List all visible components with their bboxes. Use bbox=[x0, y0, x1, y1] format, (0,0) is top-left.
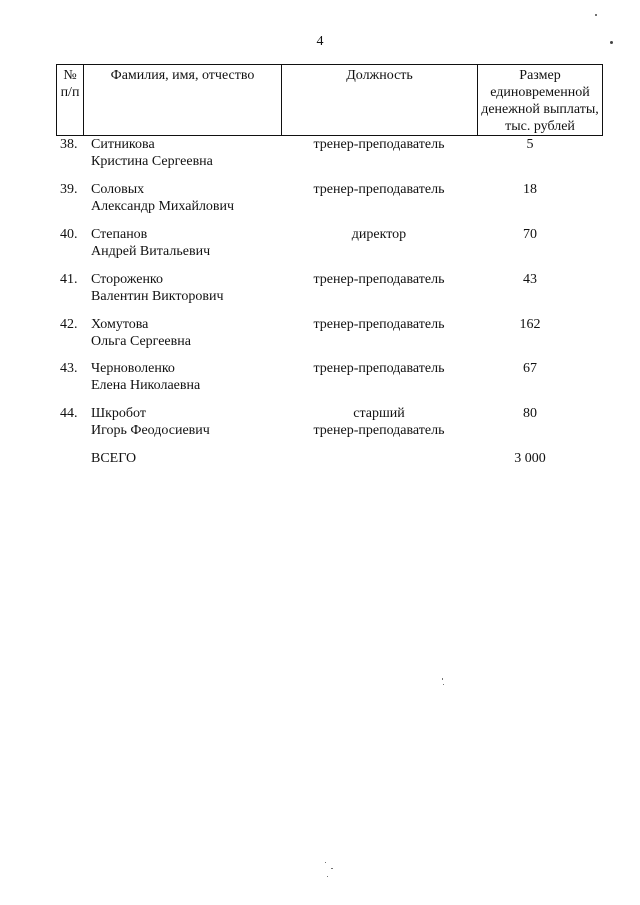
row-surname: Ситникова bbox=[91, 137, 155, 152]
row-given-names: Андрей Витальевич bbox=[91, 244, 211, 259]
row-amount: 70 bbox=[523, 227, 537, 242]
scan-speck bbox=[442, 678, 443, 680]
row-surname: Хомутова bbox=[91, 317, 149, 332]
header-amount-line: денежной выплаты, bbox=[481, 102, 599, 117]
row-surname: Стороженко bbox=[91, 272, 164, 287]
row-number: 42. bbox=[60, 317, 78, 332]
row-position bbox=[281, 226, 477, 243]
row-amount: 67 bbox=[523, 361, 537, 376]
row-position bbox=[281, 271, 477, 288]
page-number: 4 bbox=[316, 34, 324, 49]
total-label: ВСЕГО bbox=[91, 451, 137, 466]
row-amount: 18 bbox=[523, 182, 537, 197]
row-given-names: Ольга Сергеевна bbox=[91, 334, 191, 349]
row-surname: Шкробот bbox=[91, 406, 146, 421]
scan-speck bbox=[610, 41, 613, 44]
scan-speck bbox=[443, 684, 444, 685]
row-position bbox=[281, 316, 477, 333]
row-position-line: тренер-преподаватель bbox=[313, 361, 445, 376]
row-name bbox=[91, 226, 291, 260]
row-number: 40. bbox=[60, 227, 78, 242]
header-amount-line: тыс. рублей bbox=[505, 119, 575, 134]
scan-speck bbox=[327, 876, 328, 877]
row-given-names: Кристина Сергеевна bbox=[91, 154, 213, 169]
row-given-names: Валентин Викторович bbox=[91, 289, 224, 304]
total-amount: 3 000 bbox=[514, 451, 546, 466]
table-row bbox=[56, 181, 602, 221]
table-row bbox=[56, 405, 602, 445]
row-surname: Черноволенко bbox=[91, 361, 175, 376]
row-given-names: Елена Николаевна bbox=[91, 378, 201, 393]
scan-speck bbox=[325, 862, 326, 863]
row-number: 43. bbox=[60, 361, 78, 376]
table-header bbox=[56, 64, 603, 136]
header-num bbox=[57, 65, 84, 136]
row-position bbox=[281, 136, 477, 153]
row-name bbox=[91, 271, 291, 305]
header-num-line: № bbox=[63, 68, 77, 83]
row-given-names: Игорь Феодосиевич bbox=[91, 423, 210, 438]
scan-speck bbox=[331, 868, 333, 869]
row-amount: 162 bbox=[519, 317, 541, 332]
row-position bbox=[281, 405, 477, 439]
row-name bbox=[91, 360, 291, 394]
row-name bbox=[91, 181, 291, 215]
table-row bbox=[56, 316, 602, 356]
row-number: 38. bbox=[60, 137, 78, 152]
row-position-line: тренер-преподаватель bbox=[313, 317, 445, 332]
row-surname: Степанов bbox=[91, 227, 148, 242]
row-name bbox=[91, 136, 291, 170]
row-position-line: директор bbox=[351, 227, 407, 242]
row-position bbox=[281, 360, 477, 377]
header-amount bbox=[478, 65, 603, 136]
row-amount: 43 bbox=[523, 272, 537, 287]
row-amount: 80 bbox=[523, 406, 537, 421]
header-amount-line: Размер bbox=[519, 68, 561, 83]
row-given-names: Александр Михайлович bbox=[91, 199, 235, 214]
row-surname: Соловых bbox=[91, 182, 145, 197]
header-name: Фамилия, имя, отчество bbox=[84, 65, 282, 136]
table-row bbox=[56, 360, 602, 400]
row-name bbox=[91, 405, 291, 439]
header-position: Должность bbox=[282, 65, 478, 136]
row-name bbox=[91, 316, 291, 350]
table-row bbox=[56, 271, 602, 311]
row-number: 44. bbox=[60, 406, 78, 421]
header-num-line: п/п bbox=[60, 85, 80, 100]
row-position-line: тренер-преподаватель bbox=[313, 272, 445, 287]
row-position bbox=[281, 181, 477, 198]
row-position-line: тренер-преподаватель bbox=[313, 182, 445, 197]
row-number: 41. bbox=[60, 272, 78, 287]
table-row bbox=[56, 136, 602, 176]
table-row bbox=[56, 226, 602, 266]
scan-speck bbox=[595, 14, 597, 16]
row-number: 39. bbox=[60, 182, 78, 197]
row-position-line: тренер-преподаватель bbox=[313, 423, 445, 438]
header-amount-line: единовременной bbox=[490, 85, 590, 100]
row-position-line: тренер-преподаватель bbox=[313, 137, 445, 152]
row-amount: 5 bbox=[526, 137, 534, 152]
row-position-line: старший bbox=[353, 406, 405, 421]
